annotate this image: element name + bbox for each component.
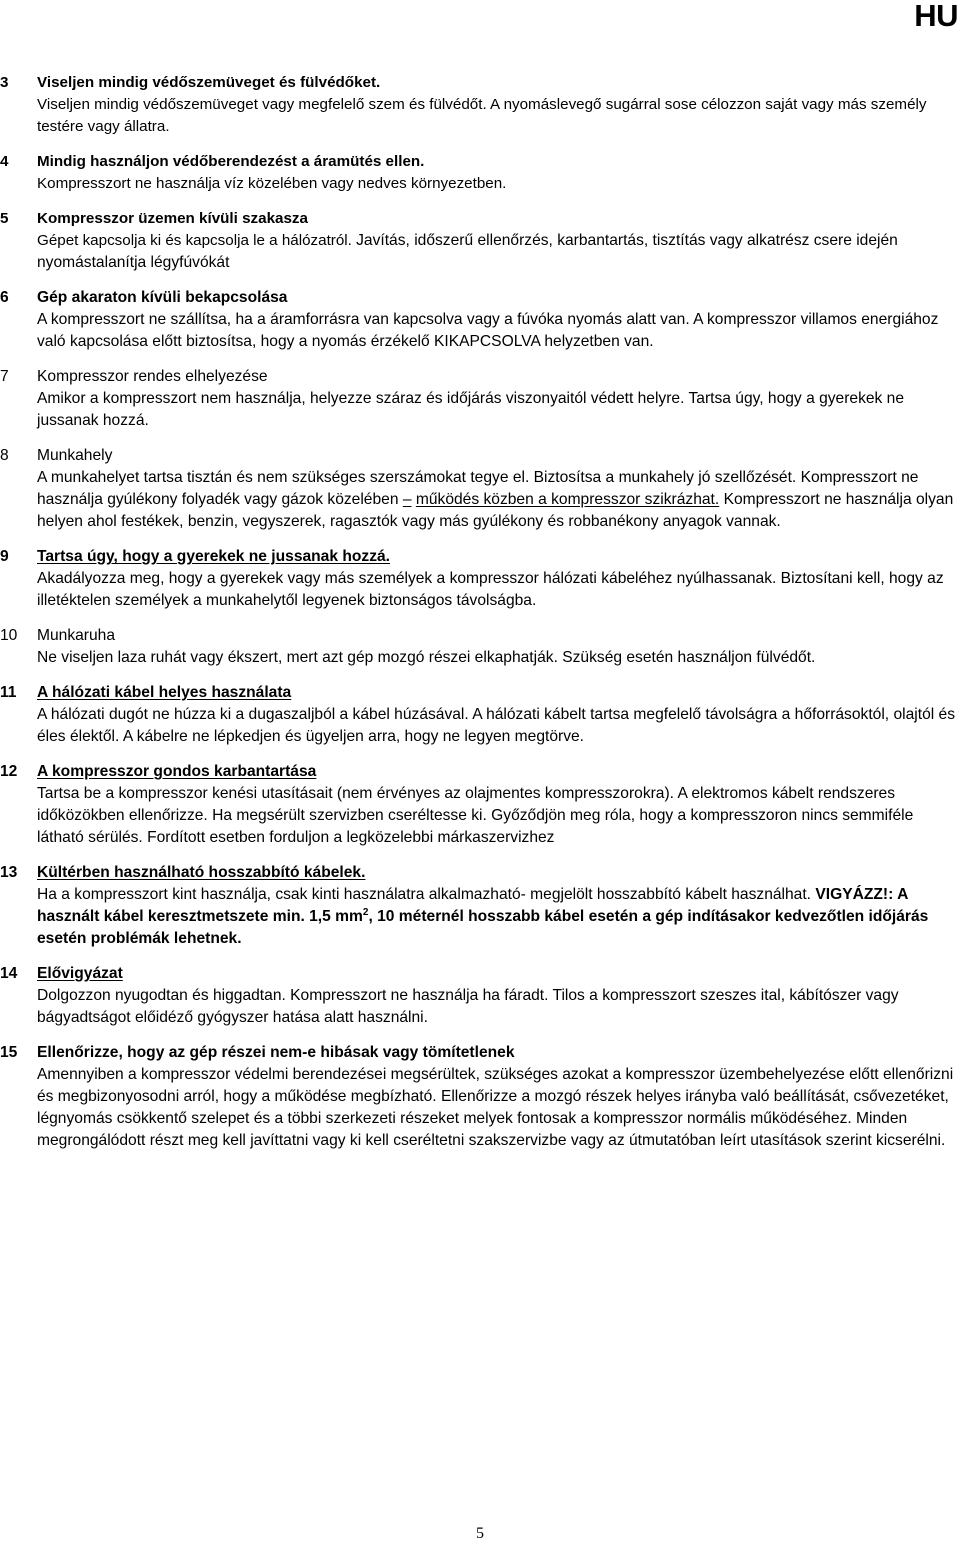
- section-number: 7: [0, 368, 9, 385]
- section-number: 13: [0, 864, 18, 881]
- section-13: [0, 862, 958, 950]
- section-number: 12: [0, 763, 18, 780]
- section-9: [0, 546, 958, 612]
- section-8: [0, 445, 958, 533]
- section-title: Mindig használjon védőberendezést a áramütés ellen.: [37, 153, 425, 170]
- section-title: A hálózati kábel helyes használata: [37, 684, 292, 701]
- body-part: Ha a kompresszort kint használja, csak kinti használatra alkalmazható- megjelölt hosszabbító kábelt használhat.: [37, 886, 812, 903]
- section-body: [37, 467, 958, 533]
- section-title: Elővigyázat: [37, 965, 123, 982]
- section-number: 3: [0, 74, 9, 91]
- page-number: 5: [476, 1525, 484, 1542]
- section-body: Akadályozza meg, hogy a gyerekek vagy más személyek a kompresszor hálózati kábeléhez nyúlhassanak. Biztosítani kell, hogy az illetéktelen személyek a munkahelytől legyenek biztonságos távolságba.: [37, 570, 944, 609]
- section-6: [0, 287, 958, 353]
- section-title: Kompresszor üzemen kívüli szakasza: [37, 210, 308, 227]
- section-body: Amikor a kompresszort nem használja, helyezze száraz és időjárás viszonyaitól védett helyre. Tartsa úgy, hogy a gyerekek ne jussanak hozzá.: [37, 390, 905, 429]
- section-number: 11: [0, 684, 17, 701]
- safety-instructions: [0, 72, 958, 1165]
- body-part: Kompresszort ne használja olyan helyen ahol festékek, benzin, vegyszerek, ragasztók vagy más gyúlékony és robbanékony anyagok vannak.: [37, 491, 954, 530]
- section-5: [0, 208, 958, 274]
- section-4: [0, 151, 958, 195]
- section-title: Ellenőrizze, hogy az gép részei nem-e hibásak vagy tömítetlenek: [37, 1044, 515, 1061]
- section-number: 8: [0, 447, 9, 464]
- section-body: Tartsa be a kompresszor kenési utasításait (nem érvényes az olajmentes kompresszorokra). A elektromos kábelt rendszeres időközökben ellenőrizze. Ha megsérült szervizben cseréltesse ki. Győződjön meg róla, hogy a kompresszoron nincs semmiféle látható sérülés. Fordított esetben forduljon a legközelebbi márkaszervizhez: [37, 785, 914, 846]
- section-title: Tartsa úgy, hogy a gyerekek ne jussanak hozzá.: [37, 548, 391, 565]
- body-part: Javítás, időszerű ellenőrzés, karbantartás, tisztítás vagy alkatrész csere idején nyomástalanítja légyfúvókát: [37, 232, 898, 271]
- section-body: A hálózati dugót ne húzza ki a dugaszaljból a kábel húzásával. A hálózati kábelt tartsa megfelelő távolságra a hőforrásoktól, olajtól és éles élektől. A kábelre ne lépkedjen és ügyeljen arra, hogy ne legyen megtörve.: [37, 706, 956, 745]
- section-10: [0, 625, 958, 669]
- section-12: [0, 761, 958, 849]
- section-title: A kompresszor gondos karbantartása: [37, 763, 317, 780]
- section-title: Kültérben használható hosszabbító kábelek.: [37, 864, 366, 881]
- warning-text: VIGYÁZZ!: A használt kábel keresztmetszete min. 1,5 mm: [37, 886, 908, 925]
- section-7: [0, 366, 958, 432]
- section-body: Kompresszort ne használja víz közelében vagy nedves környezetben.: [37, 175, 507, 192]
- section-14: [0, 963, 958, 1029]
- section-body: Dolgozzon nyugodtan és higgadtan. Kompresszort ne használja ha fáradt. Tilos a kompresszort szeszes ital, kábítószer vagy bágyadtságot előidéző gyógyszer hatása alatt használni.: [37, 987, 899, 1026]
- section-title: Munkaruha: [37, 627, 116, 644]
- body-part-underlined: –: [402, 491, 412, 508]
- body-part-underlined: működés közben a kompresszor szikrázhat.: [415, 491, 720, 508]
- section-body: A kompresszort ne szállítsa, ha a áramforrásra van kapcsolva vagy a fúvóka nyomás alatt van. A kompresszor villamos energiához való kapcsolása előtt biztosítsa, hogy a nyomás érzékelő KIKAPCSOLVA helyzetben van.: [37, 311, 939, 350]
- section-title: Gép akaraton kívüli bekapcsolása: [37, 289, 288, 306]
- section-number: 4: [0, 153, 9, 170]
- section-3: [0, 72, 958, 138]
- section-body: Ne viseljen laza ruhát vagy ékszert, mert azt gép mozgó részei elkaphatják. Szükség esetén használjon fülvédőt.: [37, 649, 816, 666]
- section-body: [37, 884, 958, 950]
- section-body: Amennyiben a kompresszor védelmi berendezései megsérültek, szükséges azokat a kompresszor üzembehelyezése előtt ellenőrizni és megbizonyosodni arról, hogy a működése megbízható. Ellenőrizze a mozgó részek helyes irányba való beállítását, csővezetéket, légnyomás csökkentő szelepet és a többi szerkezeti részeket melyek fontosak a kompresszor normális működéséhez. Minden megrongálódott részt meg kell javíttatni vagy ki kell cseréltetni szakszervizbe vagy az útmutatóban leírt utasítások szerint kicserélni.: [37, 1066, 954, 1149]
- superscript: 2: [362, 906, 369, 918]
- section-number: 15: [0, 1044, 18, 1061]
- section-number: 10: [0, 627, 18, 644]
- section-title: Viseljen mindig védőszemüveget és fülvédőket.: [37, 74, 381, 91]
- language-code: HU: [914, 0, 958, 33]
- section-number: 5: [0, 210, 9, 227]
- section-15: [0, 1042, 958, 1152]
- section-11: [0, 682, 958, 748]
- section-number: 14: [0, 965, 18, 982]
- body-part: A munkahelyet tartsa tisztán és nem szükséges szerszámokat tegye el. Biztosítsa a munkahely jó szellőzését. Kompresszort ne használja gyúlékony folyadék vagy gázok közelében: [37, 469, 919, 508]
- section-title: Munkahely: [37, 447, 113, 464]
- section-body: [37, 230, 958, 274]
- section-body: Viseljen mindig védőszemüveget vagy megfelelő szem és fülvédőt. A nyomáslevegő sugárral sose célozzon saját vagy más személy testére vagy állatra.: [37, 96, 927, 135]
- section-number: 9: [0, 548, 9, 565]
- warning-text: , 10 méternél hosszabb kábel esetén a gép indításakor kedvezőtlen időjárás esetén problémák lehetnek.: [37, 908, 929, 947]
- section-title: Kompresszor rendes elhelyezése: [37, 368, 268, 385]
- body-part: Gépet kapcsolja ki és kapcsolja le a hálózatról.: [37, 232, 352, 249]
- section-number: 6: [0, 289, 9, 306]
